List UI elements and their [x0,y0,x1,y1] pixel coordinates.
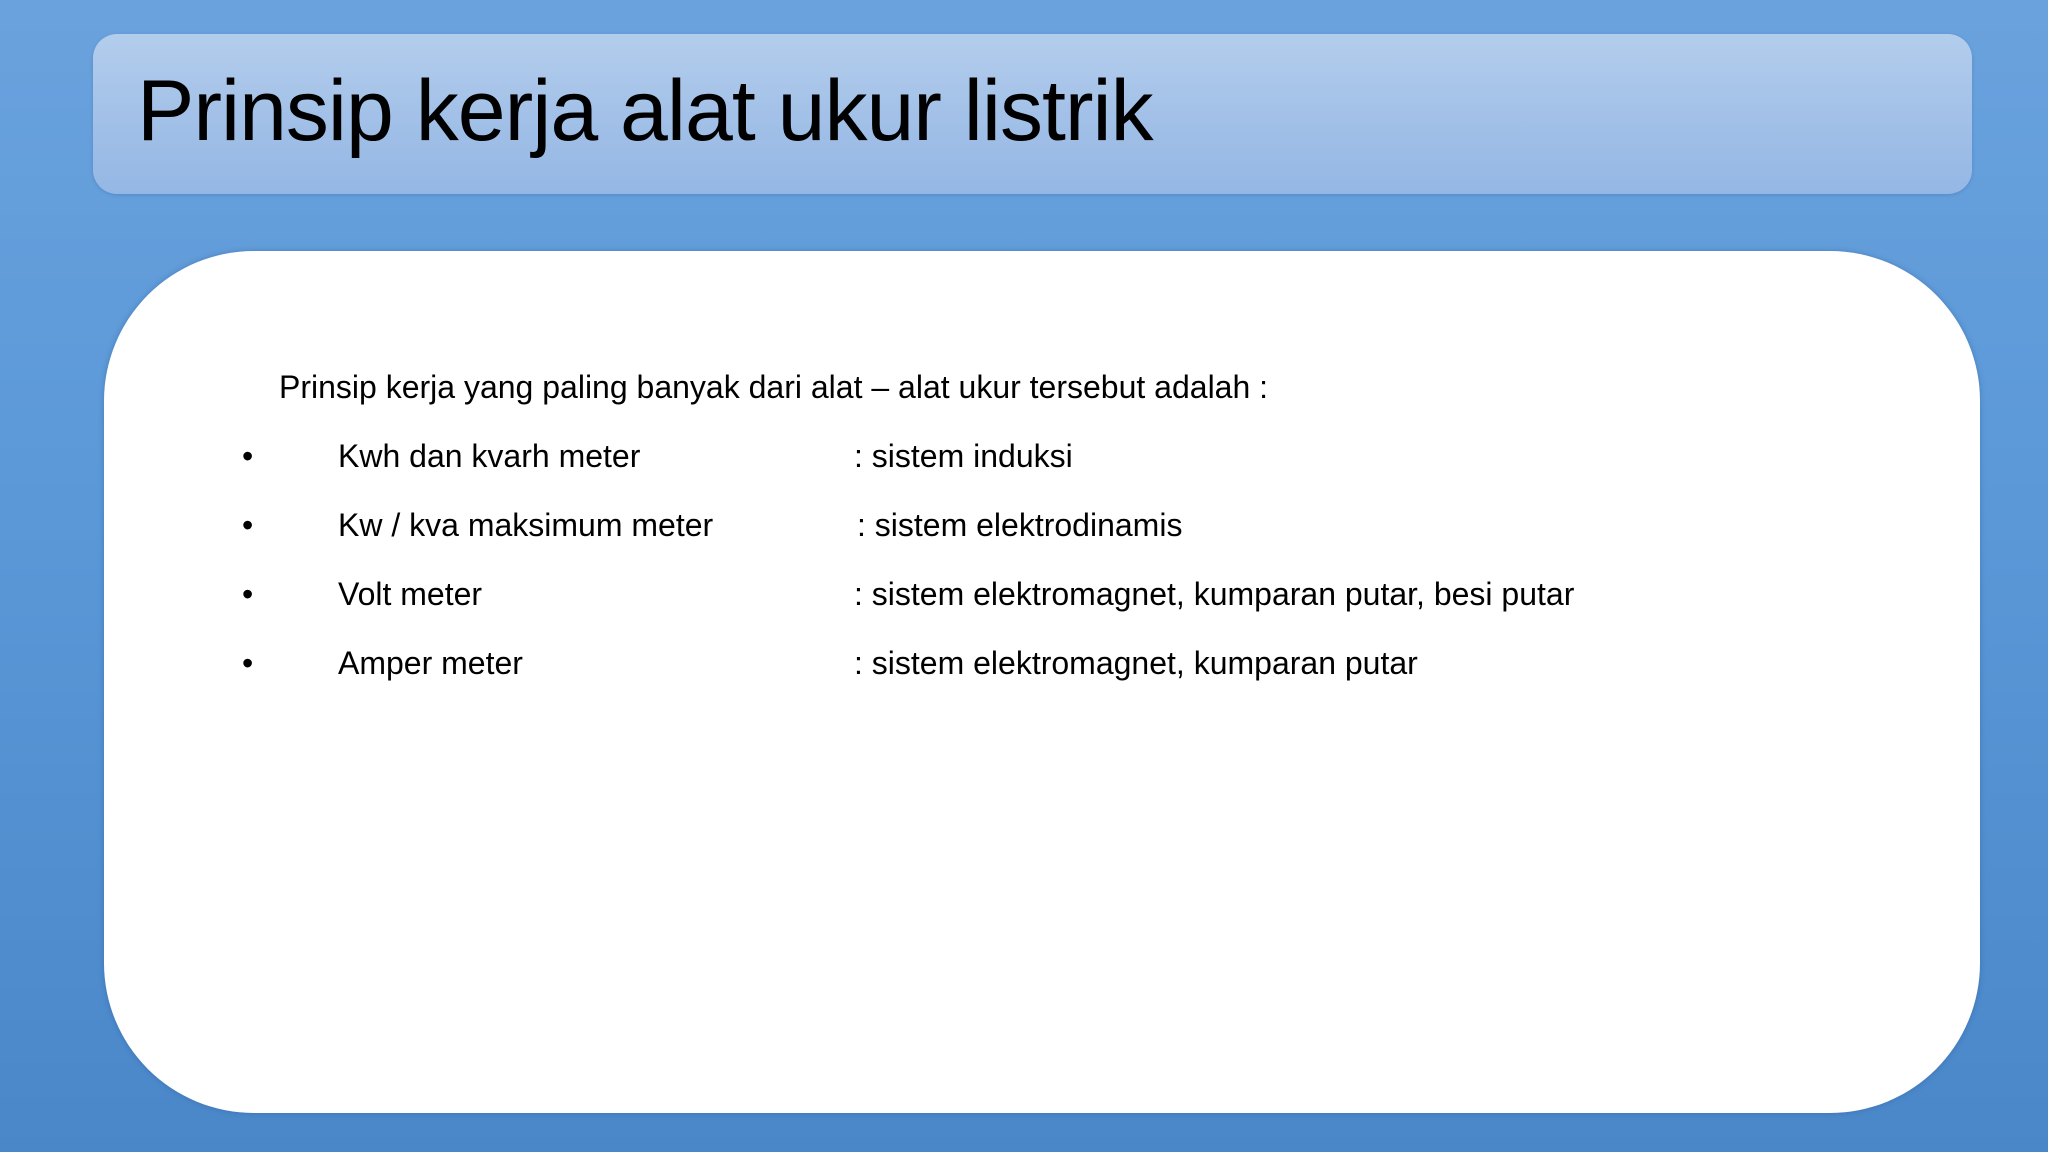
list-item [104,641,1804,685]
list-item [104,434,1804,478]
slide-title: Prinsip kerja alat ukur listrik [137,63,1153,159]
instrument-name: Amper meter [338,645,523,681]
intro-text: Prinsip kerja yang paling banyak dari alat – alat ukur tersebut adalah : [279,369,1269,405]
instrument-name: Kw / kva maksimum meter [338,507,714,543]
instrument-system: : sistem elektromagnet, kumparan putar [854,645,1418,681]
bullet-icon: • [242,576,254,612]
instrument-system: : sistem elektrodinamis [857,507,1183,543]
list-item [104,572,1804,616]
instrument-system: : sistem elektromagnet, kumparan putar, besi putar [854,576,1575,612]
bullet-icon: • [242,507,254,543]
bullet-icon: • [242,645,254,681]
title-bar [93,34,1972,194]
content-panel [104,251,1980,1113]
instrument-name: Kwh dan kvarh meter [338,438,641,474]
instrument-name: Volt meter [338,576,483,612]
bullet-icon: • [242,438,254,474]
list-item [104,503,1804,547]
instrument-system: : sistem induksi [854,438,1073,474]
